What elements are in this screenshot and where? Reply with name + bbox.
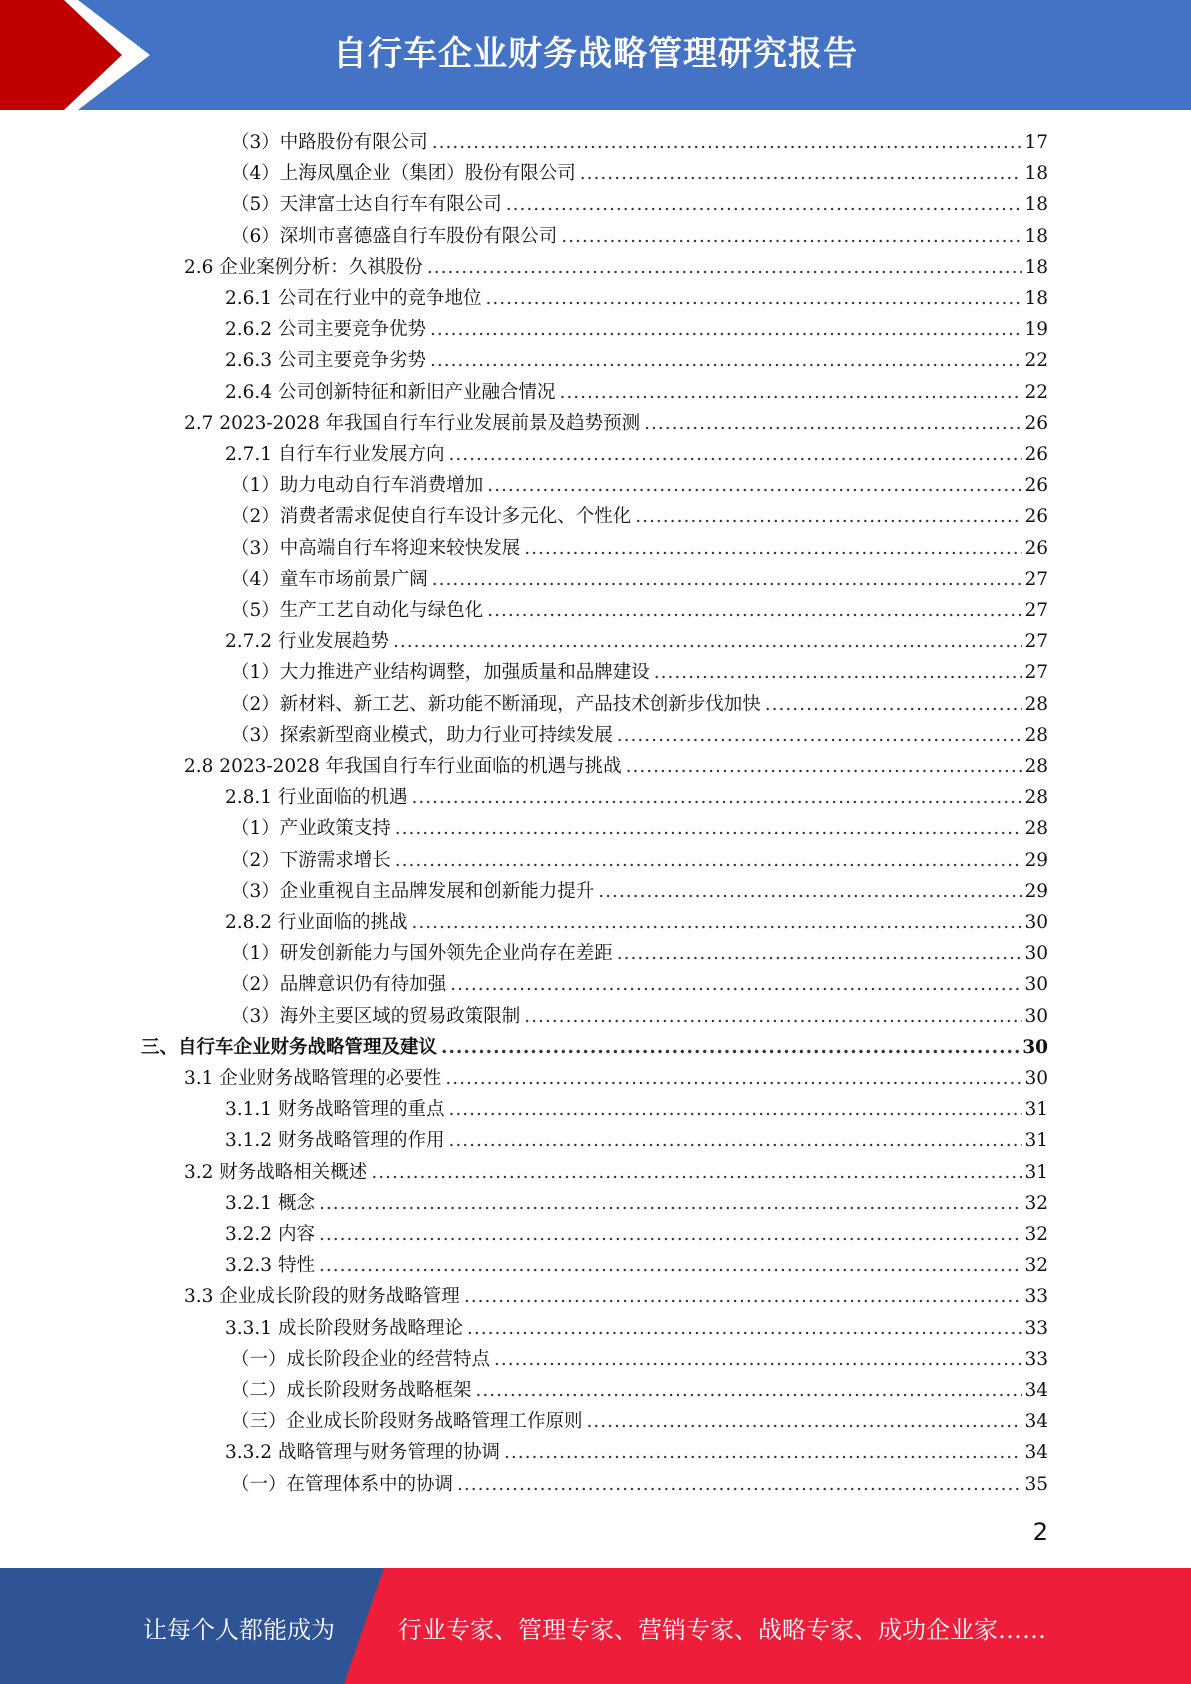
toc-entry[interactable] xyxy=(225,1125,1048,1156)
toc-row xyxy=(0,501,1191,532)
toc-row xyxy=(0,1063,1191,1094)
toc-row xyxy=(0,720,1191,751)
toc-entry[interactable] xyxy=(225,782,1048,813)
toc-entry[interactable] xyxy=(141,1032,1048,1063)
page-number: 2 xyxy=(1032,1518,1048,1546)
toc-row xyxy=(0,158,1191,189)
toc-leader-dots xyxy=(457,1469,1022,1500)
toc-entry-title: （2）下游需求增长 xyxy=(231,849,391,871)
toc-leader-dots xyxy=(450,969,1022,1000)
toc-leader-dots xyxy=(617,938,1023,969)
toc-entry-page: 29 xyxy=(1024,880,1048,902)
toc-entry-page: 18 xyxy=(1024,163,1048,185)
toc-entry-page: 30 xyxy=(1024,912,1048,933)
toc-row xyxy=(0,1157,1191,1188)
toc-entry[interactable] xyxy=(225,626,1048,657)
toc-entry-page: 27 xyxy=(1024,631,1048,653)
toc-entry-page: 33 xyxy=(1024,1348,1048,1370)
toc-entry-page: 17 xyxy=(1024,132,1048,153)
toc-row xyxy=(0,1437,1191,1468)
toc-entry-title: 2.8 2023-2028 年我国自行车行业面临的机遇与挑战 xyxy=(184,756,622,777)
toc-entry[interactable] xyxy=(225,1250,1048,1281)
toc-row xyxy=(0,1188,1191,1219)
toc-leader-dots xyxy=(464,1281,1023,1312)
toc-row xyxy=(0,751,1191,782)
toc-entry[interactable] xyxy=(184,1157,1048,1188)
toc-leader-dots xyxy=(411,782,1022,813)
toc-entry[interactable] xyxy=(231,221,1048,252)
toc-row xyxy=(0,1469,1191,1500)
toc-entry-page: 28 xyxy=(1024,724,1048,746)
toc-entry-page: 26 xyxy=(1024,537,1048,559)
toc-row xyxy=(0,1250,1191,1281)
toc-entry-page: 26 xyxy=(1024,412,1048,434)
toc-entry-title: （1）研发创新能力与国外领先企业尚存在差距 xyxy=(231,943,613,965)
toc-row xyxy=(0,1344,1191,1375)
toc-entry-title: 3.1.2 财务战略管理的作用 xyxy=(225,1130,445,1152)
toc-row xyxy=(0,533,1191,564)
toc-row xyxy=(0,1281,1191,1312)
toc-leader-dots xyxy=(395,845,1023,876)
toc-entry[interactable] xyxy=(225,1313,1048,1344)
toc-leader-dots xyxy=(448,439,1022,470)
toc-leader-dots xyxy=(448,1125,1022,1156)
toc-entry[interactable] xyxy=(231,189,1048,220)
toc-entry-title: 2.6.3 公司主要竞争劣势 xyxy=(225,350,426,372)
toc-leader-dots xyxy=(635,501,1022,532)
toc-entry-title: （1）产业政策支持 xyxy=(231,818,391,840)
toc-entry-page: 27 xyxy=(1024,568,1048,590)
toc-entry-title: （6）深圳市喜德盛自行车股份有限公司 xyxy=(231,225,558,247)
toc-row xyxy=(0,283,1191,314)
toc-row xyxy=(0,595,1191,626)
toc-leader-dots xyxy=(765,689,1023,720)
toc-entry-page: 32 xyxy=(1024,1255,1048,1277)
toc-entry-page: 34 xyxy=(1024,1411,1048,1433)
toc-entry-page: 19 xyxy=(1024,319,1048,341)
toc-leader-dots xyxy=(395,813,1023,844)
toc-entry-page: 30 xyxy=(1022,1036,1048,1058)
toc-entry[interactable] xyxy=(231,876,1048,907)
toc-row xyxy=(0,408,1191,439)
toc-leader-dots xyxy=(371,1157,1022,1188)
toc-entry-title: （5）天津富士达自行车有限公司 xyxy=(231,194,502,216)
toc-entry-title: 2.6 企业案例分析：久祺股份 xyxy=(184,256,423,278)
toc-entry-page: 30 xyxy=(1024,974,1048,996)
toc-row xyxy=(0,938,1191,969)
toc-entry-title: （4）童车市场前景广阔 xyxy=(231,568,428,590)
toc-row xyxy=(0,252,1191,283)
toc-row xyxy=(0,377,1191,408)
toc-entry-page: 33 xyxy=(1024,1286,1048,1308)
toc-row xyxy=(0,782,1191,813)
toc-leader-dots xyxy=(487,595,1022,626)
toc-entry-title: （一）成长阶段企业的经营特点 xyxy=(231,1348,491,1370)
toc-entry-title: 3.2.1 概念 xyxy=(225,1192,315,1214)
toc-entry-page: 27 xyxy=(1024,662,1048,684)
toc-row xyxy=(0,876,1191,907)
toc-entry-title: 3.2.2 内容 xyxy=(225,1224,315,1245)
toc-entry-title: 2.6.2 公司主要竞争优势 xyxy=(225,319,426,341)
toc-entry[interactable] xyxy=(231,1406,1048,1437)
toc-entry-title: （三）企业成长阶段财务战略管理工作原则 xyxy=(231,1411,583,1433)
toc-leader-dots xyxy=(598,876,1022,907)
toc-row xyxy=(0,439,1191,470)
toc-entry-title: 2.6.4 公司创新特征和新旧产业融合情况 xyxy=(225,381,556,403)
toc-entry-title: （3）企业重视自主品牌发展和创新能力提升 xyxy=(231,880,595,902)
toc-row xyxy=(0,657,1191,688)
toc-entry-title: （2）新材料、新工艺、新功能不断涌现，产品技术创新步伐加快 xyxy=(231,693,761,715)
toc-row xyxy=(0,1219,1191,1250)
toc-leader-dots xyxy=(445,1063,1022,1094)
toc-entry[interactable] xyxy=(184,1063,1048,1094)
page-footer xyxy=(0,1568,1191,1684)
toc-entry[interactable] xyxy=(231,1344,1048,1375)
toc-row xyxy=(0,127,1191,158)
toc-entry[interactable] xyxy=(231,501,1048,532)
toc-entry[interactable] xyxy=(184,1281,1048,1312)
toc-entry[interactable] xyxy=(184,751,1048,782)
toc-entry-title: 2.7.1 自行车行业发展方向 xyxy=(225,444,445,465)
toc-entry-page: 30 xyxy=(1024,1068,1048,1089)
toc-leader-dots xyxy=(441,1032,1020,1063)
toc-entry[interactable] xyxy=(225,1188,1048,1219)
toc-entry[interactable] xyxy=(231,1469,1048,1500)
toc-entry-title: （5）生产工艺自动化与绿色化 xyxy=(231,600,484,621)
toc-entry-title: 3.3.1 成长阶段财务战略理论 xyxy=(225,1317,463,1339)
toc-entry-page: 26 xyxy=(1024,506,1048,528)
toc-entry[interactable] xyxy=(225,1219,1048,1250)
toc-entry[interactable] xyxy=(231,813,1048,844)
toc-entry[interactable] xyxy=(225,907,1048,938)
toc-row xyxy=(0,564,1191,595)
toc-entry[interactable] xyxy=(225,1437,1048,1468)
toc-entry-page: 28 xyxy=(1024,818,1048,840)
toc-row xyxy=(0,470,1191,501)
toc-entry-page: 18 xyxy=(1024,194,1048,216)
toc-entry-page: 28 xyxy=(1024,693,1048,715)
toc-entry-title: 2.7 2023-2028 年我国自行车行业发展前景及趋势预测 xyxy=(184,412,641,434)
toc-entry-page: 31 xyxy=(1024,1130,1048,1152)
toc-entry-page: 31 xyxy=(1024,1161,1048,1183)
toc-leader-dots xyxy=(617,720,1023,751)
toc-entry[interactable] xyxy=(231,1001,1048,1032)
toc-entry-page: 29 xyxy=(1024,849,1048,871)
toc-entry[interactable] xyxy=(231,470,1048,501)
toc-leader-dots xyxy=(524,533,1022,564)
toc-entry[interactable] xyxy=(231,564,1048,595)
toc-leader-dots xyxy=(580,158,1023,189)
toc-leader-dots xyxy=(487,470,1022,501)
toc-entry[interactable] xyxy=(231,595,1048,626)
toc-row xyxy=(0,813,1191,844)
document-title: 自行车企业财务战略管理研究报告 xyxy=(333,34,858,74)
toc-entry-page: 34 xyxy=(1024,1442,1048,1464)
toc-leader-dots xyxy=(430,345,1022,376)
toc-row xyxy=(0,626,1191,657)
toc-entry[interactable] xyxy=(184,408,1048,439)
toc-leader-dots xyxy=(430,314,1022,345)
toc-entry-title: （3）中路股份有限公司 xyxy=(231,132,428,153)
toc-entry-title: 3.2.3 特性 xyxy=(225,1255,315,1277)
toc-leader-dots xyxy=(448,1094,1022,1125)
toc-entry[interactable] xyxy=(225,314,1048,345)
toc-entry-page: 30 xyxy=(1024,943,1048,965)
toc-leader-dots xyxy=(559,377,1022,408)
toc-entry-page: 33 xyxy=(1024,1317,1048,1339)
toc-entry-page: 32 xyxy=(1024,1224,1048,1245)
toc-entry-title: （4）上海凤凰企业（集团）股份有限公司 xyxy=(231,163,576,185)
toc-leader-dots xyxy=(319,1188,1023,1219)
toc-leader-dots xyxy=(494,1344,1022,1375)
toc-entry[interactable] xyxy=(231,657,1048,688)
toc-leader-dots xyxy=(476,1375,1023,1406)
toc-entry-title: 3.2 财务战略相关概述 xyxy=(184,1161,368,1183)
toc-entry-title: 三、自行车企业财务战略管理及建议 xyxy=(141,1036,438,1058)
toc-entry-title: （1）大力推进产业结构调整，加强质量和品牌建设 xyxy=(231,662,650,684)
toc-row xyxy=(0,1001,1191,1032)
toc-entry-title: 3.3 企业成长阶段的财务战略管理 xyxy=(184,1286,460,1308)
toc-entry-title: 3.1 企业财务战略管理的必要性 xyxy=(184,1068,442,1089)
toc-entry[interactable] xyxy=(231,127,1048,158)
toc-entry-page: 28 xyxy=(1024,756,1048,777)
toc-row xyxy=(0,1125,1191,1156)
toc-entry-title: 3.1.1 财务战略管理的重点 xyxy=(225,1099,445,1121)
toc-entry-title: （一）在管理体系中的协调 xyxy=(231,1473,454,1495)
toc-leader-dots xyxy=(587,1406,1023,1437)
toc-entry[interactable] xyxy=(225,345,1048,376)
toc-leader-dots xyxy=(319,1250,1023,1281)
toc-entry-page: 28 xyxy=(1024,787,1048,809)
toc-entry-page: 26 xyxy=(1024,475,1048,497)
toc-entry-page: 18 xyxy=(1024,225,1048,247)
toc-entry-title: 2.7.2 行业发展趋势 xyxy=(225,631,389,653)
toc-row xyxy=(0,1313,1191,1344)
page-header xyxy=(0,0,1191,110)
toc-entry-title: 3.3.2 战略管理与财务管理的协调 xyxy=(225,1442,500,1464)
toc-row xyxy=(0,689,1191,720)
toc-entry[interactable] xyxy=(225,377,1048,408)
toc-leader-dots xyxy=(467,1313,1022,1344)
toc-leader-dots xyxy=(411,907,1022,938)
toc-entry-title: （2）消费者需求促使自行车设计多元化、个性化 xyxy=(231,506,632,528)
toc-entry[interactable] xyxy=(231,720,1048,751)
toc-entry[interactable] xyxy=(231,1375,1048,1406)
toc-row xyxy=(0,1032,1191,1063)
footer-slogan-right: 行业专家、管理专家、营销专家、战略专家、成功企业家…… xyxy=(398,1616,1046,1644)
toc-leader-dots xyxy=(485,283,1022,314)
toc-entry[interactable] xyxy=(231,845,1048,876)
toc-row xyxy=(0,1406,1191,1437)
toc-entry-page: 22 xyxy=(1024,381,1048,403)
toc-entry-title: （2）品牌意识仍有待加强 xyxy=(231,974,447,996)
toc-entry-title: （3）海外主要区域的贸易政策限制 xyxy=(231,1005,521,1027)
toc-entry[interactable] xyxy=(231,158,1048,189)
toc-row xyxy=(0,1375,1191,1406)
toc-entry-title: （1）助力电动自行车消费增加 xyxy=(231,475,484,497)
toc-leader-dots xyxy=(524,1001,1022,1032)
toc-entry[interactable] xyxy=(231,938,1048,969)
toc-leader-dots xyxy=(432,127,1023,158)
toc-leader-dots xyxy=(654,657,1023,688)
toc-leader-dots xyxy=(626,751,1023,782)
toc-entry[interactable] xyxy=(184,252,1048,283)
toc-row xyxy=(0,969,1191,1000)
toc-entry[interactable] xyxy=(225,1094,1048,1125)
toc-entry-page: 30 xyxy=(1024,1005,1048,1027)
toc-entry-page: 35 xyxy=(1024,1473,1048,1495)
toc-entry-page: 22 xyxy=(1024,350,1048,372)
toc-entry-page: 32 xyxy=(1024,1192,1048,1214)
toc-entry-title: 2.8.1 行业面临的机遇 xyxy=(225,787,408,809)
toc-leader-dots xyxy=(644,408,1022,439)
toc-entry-title: 2.6.1 公司在行业中的竞争地位 xyxy=(225,288,482,309)
toc-row xyxy=(0,907,1191,938)
toc-entry-title: （二）成长阶段财务战略框架 xyxy=(231,1380,472,1401)
toc-leader-dots xyxy=(427,252,1023,283)
toc-leader-dots xyxy=(393,626,1022,657)
toc-row xyxy=(0,221,1191,252)
toc-leader-dots xyxy=(561,221,1022,252)
toc-entry-page: 27 xyxy=(1024,600,1048,621)
footer-slogan-left: 让每个人都能成为 xyxy=(143,1616,335,1644)
toc-leader-dots xyxy=(506,189,1023,220)
toc-leader-dots xyxy=(432,564,1023,595)
toc-row xyxy=(0,345,1191,376)
toc-entry[interactable] xyxy=(225,439,1048,470)
toc-entry-page: 31 xyxy=(1024,1099,1048,1121)
toc-entry[interactable] xyxy=(231,689,1048,720)
toc-entry[interactable] xyxy=(231,533,1048,564)
toc-row xyxy=(0,314,1191,345)
toc-row xyxy=(0,845,1191,876)
toc-entry-page: 18 xyxy=(1024,256,1048,278)
toc-leader-dots xyxy=(504,1437,1022,1468)
toc-row xyxy=(0,189,1191,220)
toc-entry-title: （3）探索新型商业模式，助力行业可持续发展 xyxy=(231,724,613,746)
toc-entry[interactable] xyxy=(225,283,1048,314)
toc-leader-dots xyxy=(319,1219,1023,1250)
toc-row xyxy=(0,1094,1191,1125)
toc-entry-title: （3）中高端自行车将迎来较快发展 xyxy=(231,537,521,559)
toc-entry-page: 18 xyxy=(1024,288,1048,309)
toc-entry-page: 26 xyxy=(1024,444,1048,465)
toc-entry-title: 2.8.2 行业面临的挑战 xyxy=(225,912,408,933)
toc-entry[interactable] xyxy=(231,969,1048,1000)
toc-entry-page: 34 xyxy=(1024,1380,1048,1401)
